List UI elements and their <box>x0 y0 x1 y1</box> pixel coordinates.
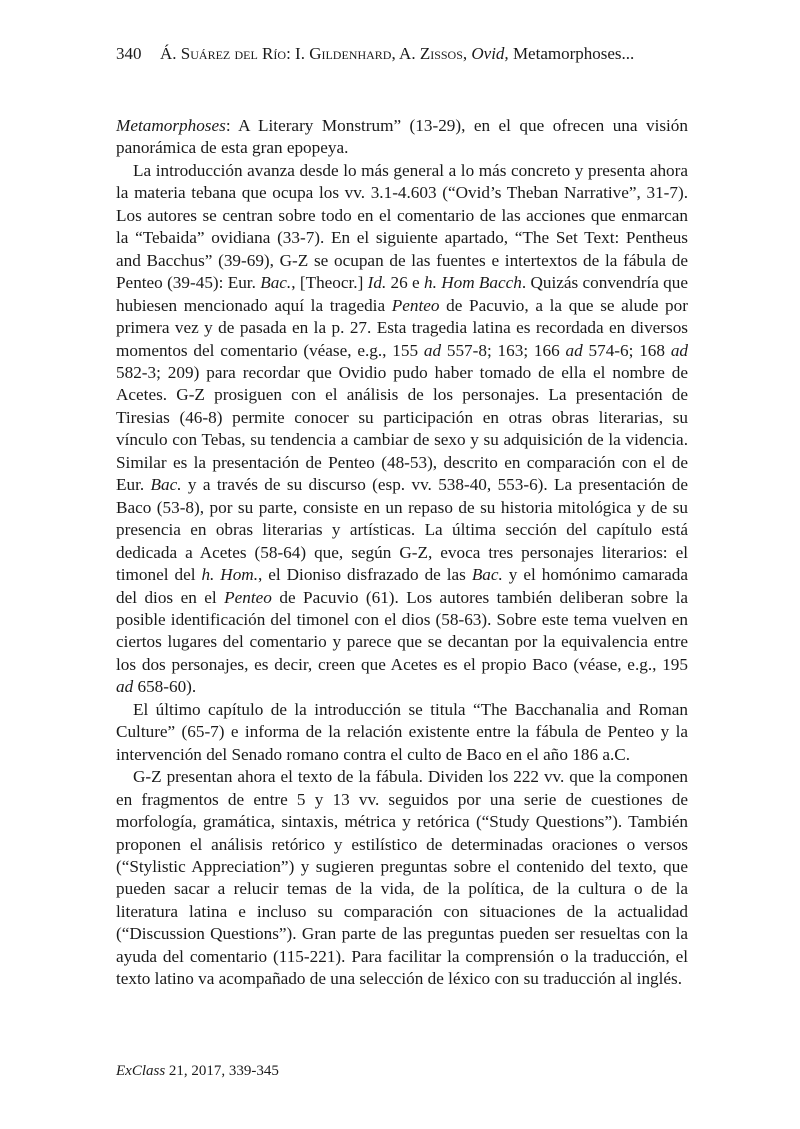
book-authors: I. Gildenhard, A. Zissos <box>295 44 463 63</box>
header-comma: , <box>462 44 472 63</box>
italic-text: ad <box>423 340 442 360</box>
paragraph <box>116 160 688 699</box>
text-run: . Quizás convendría que hubiesen mencionado aquí la tragedia <box>116 273 688 315</box>
italic-text: Penteo <box>391 295 440 315</box>
italic-text: ad <box>116 677 134 697</box>
journal-citation: 21, 2017, 339-345 <box>165 1063 279 1079</box>
body-text <box>116 115 688 991</box>
italic-text: ad <box>565 340 583 360</box>
text-run: de Pacuvio (61). Los autores también deliberan sobre la posible identificación del timonel con el dios (58-63). Sobre este tema vuelven en ciertos lugares del comentario y parece que se decantan por la equivalencia entre los dos personajes, es decir, creen que Acetes es el propio Baco (véase, e.g., 195 <box>116 587 688 674</box>
text-run: 582-3; 209) para recordar que Ovidio pudo haber tomado de ella el nombre de Acetes. G-Z prosiguen con el análisis de los personajes. La presentación de Tiresias (46-8) permite conocer su participación en otras obras literarias, su vínculo con Tebas, su tendencia a cambiar de sexo y su adquisición de la videncia. Similar es la presentación de Penteo (48-53), descrito en comparación con el de Eur. <box>116 362 688 495</box>
italic-text: Penteo <box>224 587 272 607</box>
italic-text: ad <box>670 340 688 360</box>
italic-text: Metamorphoses <box>116 116 226 135</box>
text-run: , [Theocr.] <box>291 273 368 293</box>
paragraph <box>116 115 688 160</box>
header-separator: : <box>286 44 296 63</box>
italic-text: Bac. <box>260 273 292 293</box>
text-run: El último capítulo de la introducción se titula “The Bacchanalia and Roman Culture” (65-7) e informa de la relación existente entre la fábula de Penteo y la intervención del Senado romano contra el culto de Baco en el año 186 a.C. <box>116 699 688 764</box>
book-title-italic: Ovid, <box>471 44 509 63</box>
running-header <box>116 44 634 64</box>
paragraph <box>116 699 688 766</box>
text-run: , el Dioniso disfrazado de las <box>258 565 472 585</box>
text-run: : A Literary Monstrum” (13-29), en el que ofrecen una visión panorámica de esta gran epopeya. <box>116 116 688 158</box>
text-run: 26 e <box>386 273 424 293</box>
italic-text: h. Hom Bacch <box>424 273 522 293</box>
page-number: 340 <box>116 44 142 63</box>
italic-text: Bac. <box>150 475 182 495</box>
text-run: 658-60). <box>133 677 197 697</box>
italic-text: Id. <box>367 273 387 293</box>
italic-text: h. Hom. <box>201 565 259 585</box>
paragraph <box>116 766 688 991</box>
text-run: de Pacuvio, a la que se alude por primera vez y de pasada en la p. 27. Esta tragedia latina es recordada en diversos momentos del comentario (véase, e.g., 155 <box>116 295 688 360</box>
text-run: y el homónimo camarada del dios en el <box>116 565 688 607</box>
journal-name: ExClass <box>116 1063 166 1079</box>
text-run: La introducción avanza desde lo más general a lo más concreto y presenta ahora la materia tebana que ocupa los vv. 3.1-4.603 (“Ovid’s Theban Narrative”, 31-7). Los autores se centran sobre todo en el comentario de las acciones que enmarcan la “Tebaida” ovidiana (33-7). En el siguiente apartado, “The Set Text: Pentheus and Bacchus” (39-69), G-Z se ocupan de las fuentes e intertextos de la fábula de Penteo (39-45): Eur. <box>116 160 688 293</box>
reviewer-name: Á. Suárez del Río <box>160 44 287 63</box>
italic-text: Bac. <box>471 565 503 585</box>
text-run: 557-8; 163; 166 <box>441 340 566 360</box>
text-run: G-Z presentan ahora el texto de la fábula. Dividen los 222 vv. que la componen en fragmentos de entre 5 y 13 vv. seguidos por una serie de cuestiones de morfología, gramática, sintaxis, métrica y retórica (“Study Questions”). También proponen el análisis retórico y estilístico de determinadas oraciones o versos (“Stylistic Appreciation”) y sugieren preguntas sobre el contenido del texto, que pueden sacar a relucir temas de la vida, de la política, de la cultura o de la literatura latina e incluso su comparación con situaciones de la actualidad (“Discussion Questions”). Gran parte de las preguntas pueden ser resueltas con la ayuda del comentario (115-221). Para facilitar la comprensión o la traducción, el texto latino va acompañado de una selección de léxico con su traducción al inglés. <box>116 767 688 989</box>
text-run: y a través de su discurso (esp. vv. 538-40, 553-6). La presentación de Baco (53-8), por su parte, consiste en un repaso de su historia mitológica y de su presencia en obras literarias y artísticas. La última sección del capítulo está dedicada a Acetes (58-64) que, según G-Z, evoca tres personajes literarios: el timonel del <box>116 475 688 585</box>
book-title-rest: Metamorphoses... <box>508 44 635 63</box>
text-run: 574-6; 168 <box>582 340 671 360</box>
journal-footer <box>116 1063 279 1080</box>
